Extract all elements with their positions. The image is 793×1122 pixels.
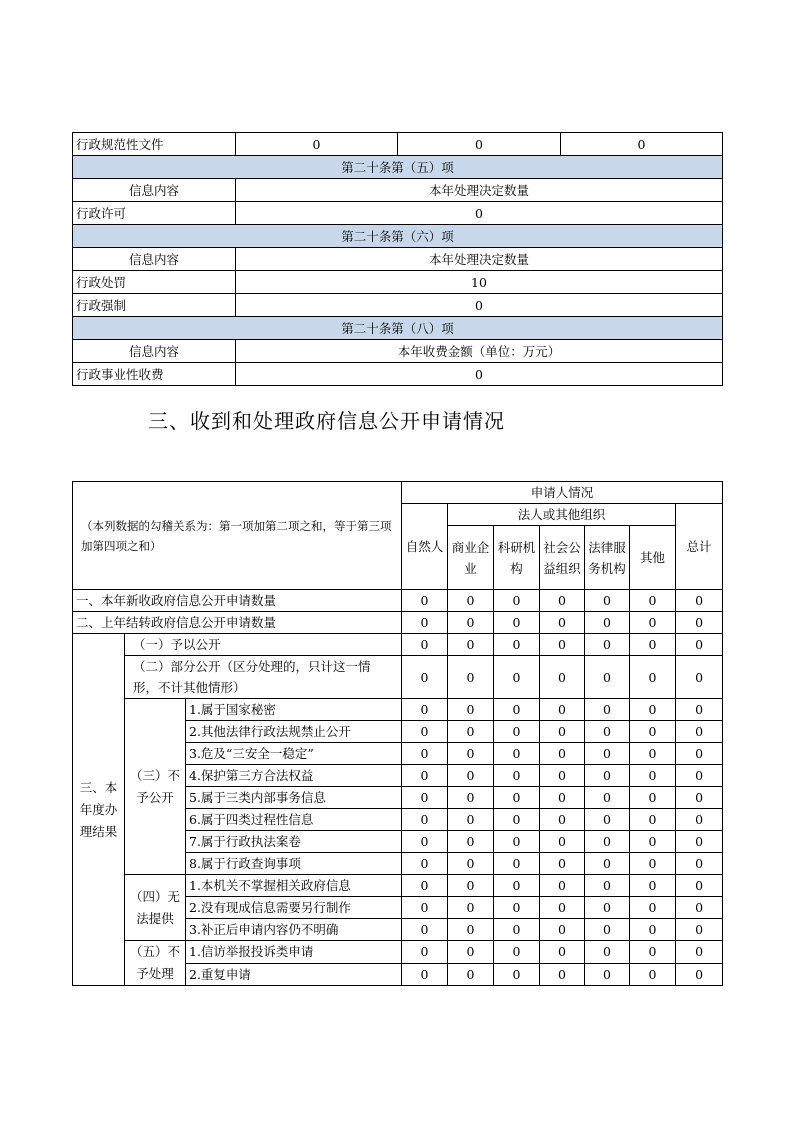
value-cell: 0 [494,656,540,699]
value-cell: 0 [540,875,585,897]
value-cell: 0 [540,831,585,853]
value-cell: 0 [585,765,630,787]
row-label: 8.属于行政查询事项 [186,853,402,875]
value-cell: 0 [540,853,585,875]
disclosure-summary-table [72,132,723,386]
row-label: 行政规范性文件 [73,133,236,156]
value-cell: 0 [448,853,494,875]
value-cell: 0 [448,612,494,634]
value-cell: 0 [448,919,494,941]
value-cell: 0 [494,765,540,787]
value-cell: 0 [630,699,676,721]
value-cell: 0 [585,743,630,765]
section-title: 第二十条第（八）项 [73,317,723,340]
value-cell: 0 [630,787,676,809]
row-label: 行政处罚 [73,271,236,294]
value-cell: 0 [494,787,540,809]
row-label: （二）部分公开（区分处理的，只计这一情形，不计其他情形） [125,656,402,699]
table-row [73,202,723,225]
row-label: 一、本年新收政府信息公开申请数量 [73,590,402,612]
value-cell: 0 [676,809,723,831]
table-header-row [73,482,723,504]
value-cell: 0 [630,743,676,765]
table-row [73,634,723,656]
row-label: 3.补正后申请内容仍不明确 [186,919,402,941]
value-cell: 0 [630,721,676,743]
value-cell: 0 [630,941,676,964]
row-label: 2.没有现成信息需要另行制作 [186,897,402,919]
value-cell: 0 [630,919,676,941]
value-cell: 0 [494,963,540,986]
total-header: 总计 [676,504,723,590]
row-label: 1.属于国家秘密 [186,699,402,721]
table-row [73,656,723,699]
row-label: （一）予以公开 [125,634,402,656]
value-cell: 0 [676,787,723,809]
value-cell: 0 [630,963,676,986]
row-label: 2.其他法律行政法规禁止公开 [186,721,402,743]
value-cell: 0 [494,721,540,743]
value-cell: 0 [402,897,448,919]
value-cell: 0 [540,787,585,809]
table-row [73,699,723,721]
value-cell: 0 [585,875,630,897]
value-cell: 0 [540,941,585,964]
value-cell: 0 [676,853,723,875]
value-cell: 0 [402,919,448,941]
section-title: 第二十条第（六）项 [73,225,723,248]
applicant-header: 申请人情况 [402,482,723,504]
value-cell: 0 [630,897,676,919]
value-cell: 10 [236,271,723,294]
value-cell: 0 [402,765,448,787]
value-cell: 0 [676,765,723,787]
value-cell: 0 [585,787,630,809]
value-cell: 0 [676,897,723,919]
table-row [73,294,723,317]
value-cell: 0 [494,853,540,875]
value-cell: 0 [676,656,723,699]
value-cell: 0 [402,743,448,765]
row-label: 3.危及“三安全一稳定” [186,743,402,765]
value-cell: 0 [402,875,448,897]
result-group-label: 三、本年度办理结果 [73,634,125,986]
value-cell: 0 [448,897,494,919]
value-cell: 0 [585,809,630,831]
value-cell: 0 [402,612,448,634]
value-cell: 0 [448,721,494,743]
value-cell: 0 [630,612,676,634]
value-cell: 0 [585,831,630,853]
value-cell: 0 [676,831,723,853]
value-cell: 0 [236,202,723,225]
column-header: 法律服务机构 [585,526,630,590]
value-cell: 0 [676,919,723,941]
value-cell: 0 [676,743,723,765]
section-heading: 三、收到和处理政府信息公开申请情况 [148,409,505,433]
value-cell: 0 [448,809,494,831]
value-cell: 0 [402,590,448,612]
subgroup-label: （五）不予处理 [125,941,186,986]
row-label: 1.本机关不掌握相关政府信息 [186,875,402,897]
column-header: 社会公益组织 [540,526,585,590]
table-header-row [73,179,723,202]
value-cell: 0 [494,897,540,919]
table-header-row [73,340,723,363]
value-cell: 0 [494,634,540,656]
value-cell: 0 [585,656,630,699]
value-cell: 0 [402,963,448,986]
value-cell: 0 [494,941,540,964]
value-cell: 0 [402,941,448,964]
value-cell: 0 [630,809,676,831]
value-cell: 0 [540,699,585,721]
application-statistics-table [72,481,723,986]
value-cell: 0 [402,831,448,853]
value-cell: 0 [494,809,540,831]
value-cell: 0 [630,634,676,656]
value-cell: 0 [494,743,540,765]
value-cell: 0 [402,721,448,743]
value-cell: 0 [448,787,494,809]
value-cell: 0 [676,590,723,612]
column-header: 本年处理决定数量 [236,248,723,271]
natural-person-header: 自然人 [402,504,448,590]
column-header: 商业企业 [448,526,494,590]
value-cell: 0 [585,721,630,743]
row-label: 5.属于三类内部事务信息 [186,787,402,809]
value-cell: 0 [236,133,398,156]
value-cell: 0 [402,634,448,656]
value-cell: 0 [236,363,723,386]
table-row [73,612,723,634]
value-cell: 0 [494,590,540,612]
column-header: 信息内容 [73,248,236,271]
value-cell: 0 [540,590,585,612]
value-cell: 0 [561,133,723,156]
value-cell: 0 [676,875,723,897]
value-cell: 0 [402,853,448,875]
value-cell: 0 [448,831,494,853]
reconciliation-note: （本列数据的勾稽关系为：第一项加第二项之和，等于第三项加第四项之和） [73,482,402,590]
value-cell: 0 [585,612,630,634]
section-header [73,225,723,248]
value-cell: 0 [448,765,494,787]
value-cell: 0 [448,941,494,964]
value-cell: 0 [494,875,540,897]
value-cell: 0 [540,612,585,634]
value-cell: 0 [494,699,540,721]
table-row [73,875,723,897]
subgroup-label: （四）无法提供 [125,875,186,941]
value-cell: 0 [676,963,723,986]
row-label: 7.属于行政执法案卷 [186,831,402,853]
value-cell: 0 [448,656,494,699]
value-cell: 0 [402,787,448,809]
table-row [73,363,723,386]
section-header [73,317,723,340]
value-cell: 0 [585,634,630,656]
value-cell: 0 [676,721,723,743]
value-cell: 0 [676,634,723,656]
value-cell: 0 [540,743,585,765]
row-label: 2.重复申请 [186,963,402,986]
column-header: 信息内容 [73,340,236,363]
column-header: 信息内容 [73,179,236,202]
row-label: 行政强制 [73,294,236,317]
value-cell: 0 [494,919,540,941]
value-cell: 0 [448,743,494,765]
value-cell: 0 [540,721,585,743]
value-cell: 0 [494,831,540,853]
table-row [73,941,723,964]
column-header: 其他 [630,526,676,590]
value-cell: 0 [448,634,494,656]
section-header [73,156,723,179]
value-cell: 0 [398,133,561,156]
value-cell: 0 [630,590,676,612]
value-cell: 0 [540,963,585,986]
table-row [73,271,723,294]
value-cell: 0 [585,963,630,986]
value-cell: 0 [585,590,630,612]
row-label: 4.保护第三方合法权益 [186,765,402,787]
value-cell: 0 [540,809,585,831]
section-title: 第二十条第（五）项 [73,156,723,179]
column-header: 本年处理决定数量 [236,179,723,202]
value-cell: 0 [676,699,723,721]
value-cell: 0 [448,875,494,897]
subgroup-label: （三）不予公开 [125,699,186,875]
value-cell: 0 [630,656,676,699]
value-cell: 0 [676,941,723,964]
value-cell: 0 [585,941,630,964]
value-cell: 0 [448,590,494,612]
value-cell: 0 [630,831,676,853]
value-cell: 0 [494,612,540,634]
value-cell: 0 [676,612,723,634]
value-cell: 0 [448,963,494,986]
table-row [73,133,723,156]
row-label: 二、上年结转政府信息公开申请数量 [73,612,402,634]
value-cell: 0 [540,634,585,656]
legal-entity-header: 法人或其他组织 [448,504,676,526]
column-header: 科研机构 [494,526,540,590]
value-cell: 0 [585,853,630,875]
value-cell: 0 [585,699,630,721]
value-cell: 0 [402,656,448,699]
value-cell: 0 [540,919,585,941]
row-label: 行政许可 [73,202,236,225]
value-cell: 0 [630,853,676,875]
value-cell: 0 [402,699,448,721]
value-cell: 0 [540,656,585,699]
row-label: 1.信访举报投诉类申请 [186,941,402,964]
value-cell: 0 [236,294,723,317]
row-label: 行政事业性收费 [73,363,236,386]
value-cell: 0 [540,897,585,919]
value-cell: 0 [585,897,630,919]
value-cell: 0 [630,875,676,897]
row-label: 6.属于四类过程性信息 [186,809,402,831]
value-cell: 0 [448,699,494,721]
value-cell: 0 [540,765,585,787]
table-header-row [73,248,723,271]
column-header: 本年收费金额（单位：万元） [236,340,723,363]
value-cell: 0 [585,919,630,941]
value-cell: 0 [630,765,676,787]
value-cell: 0 [402,809,448,831]
table-row [73,590,723,612]
